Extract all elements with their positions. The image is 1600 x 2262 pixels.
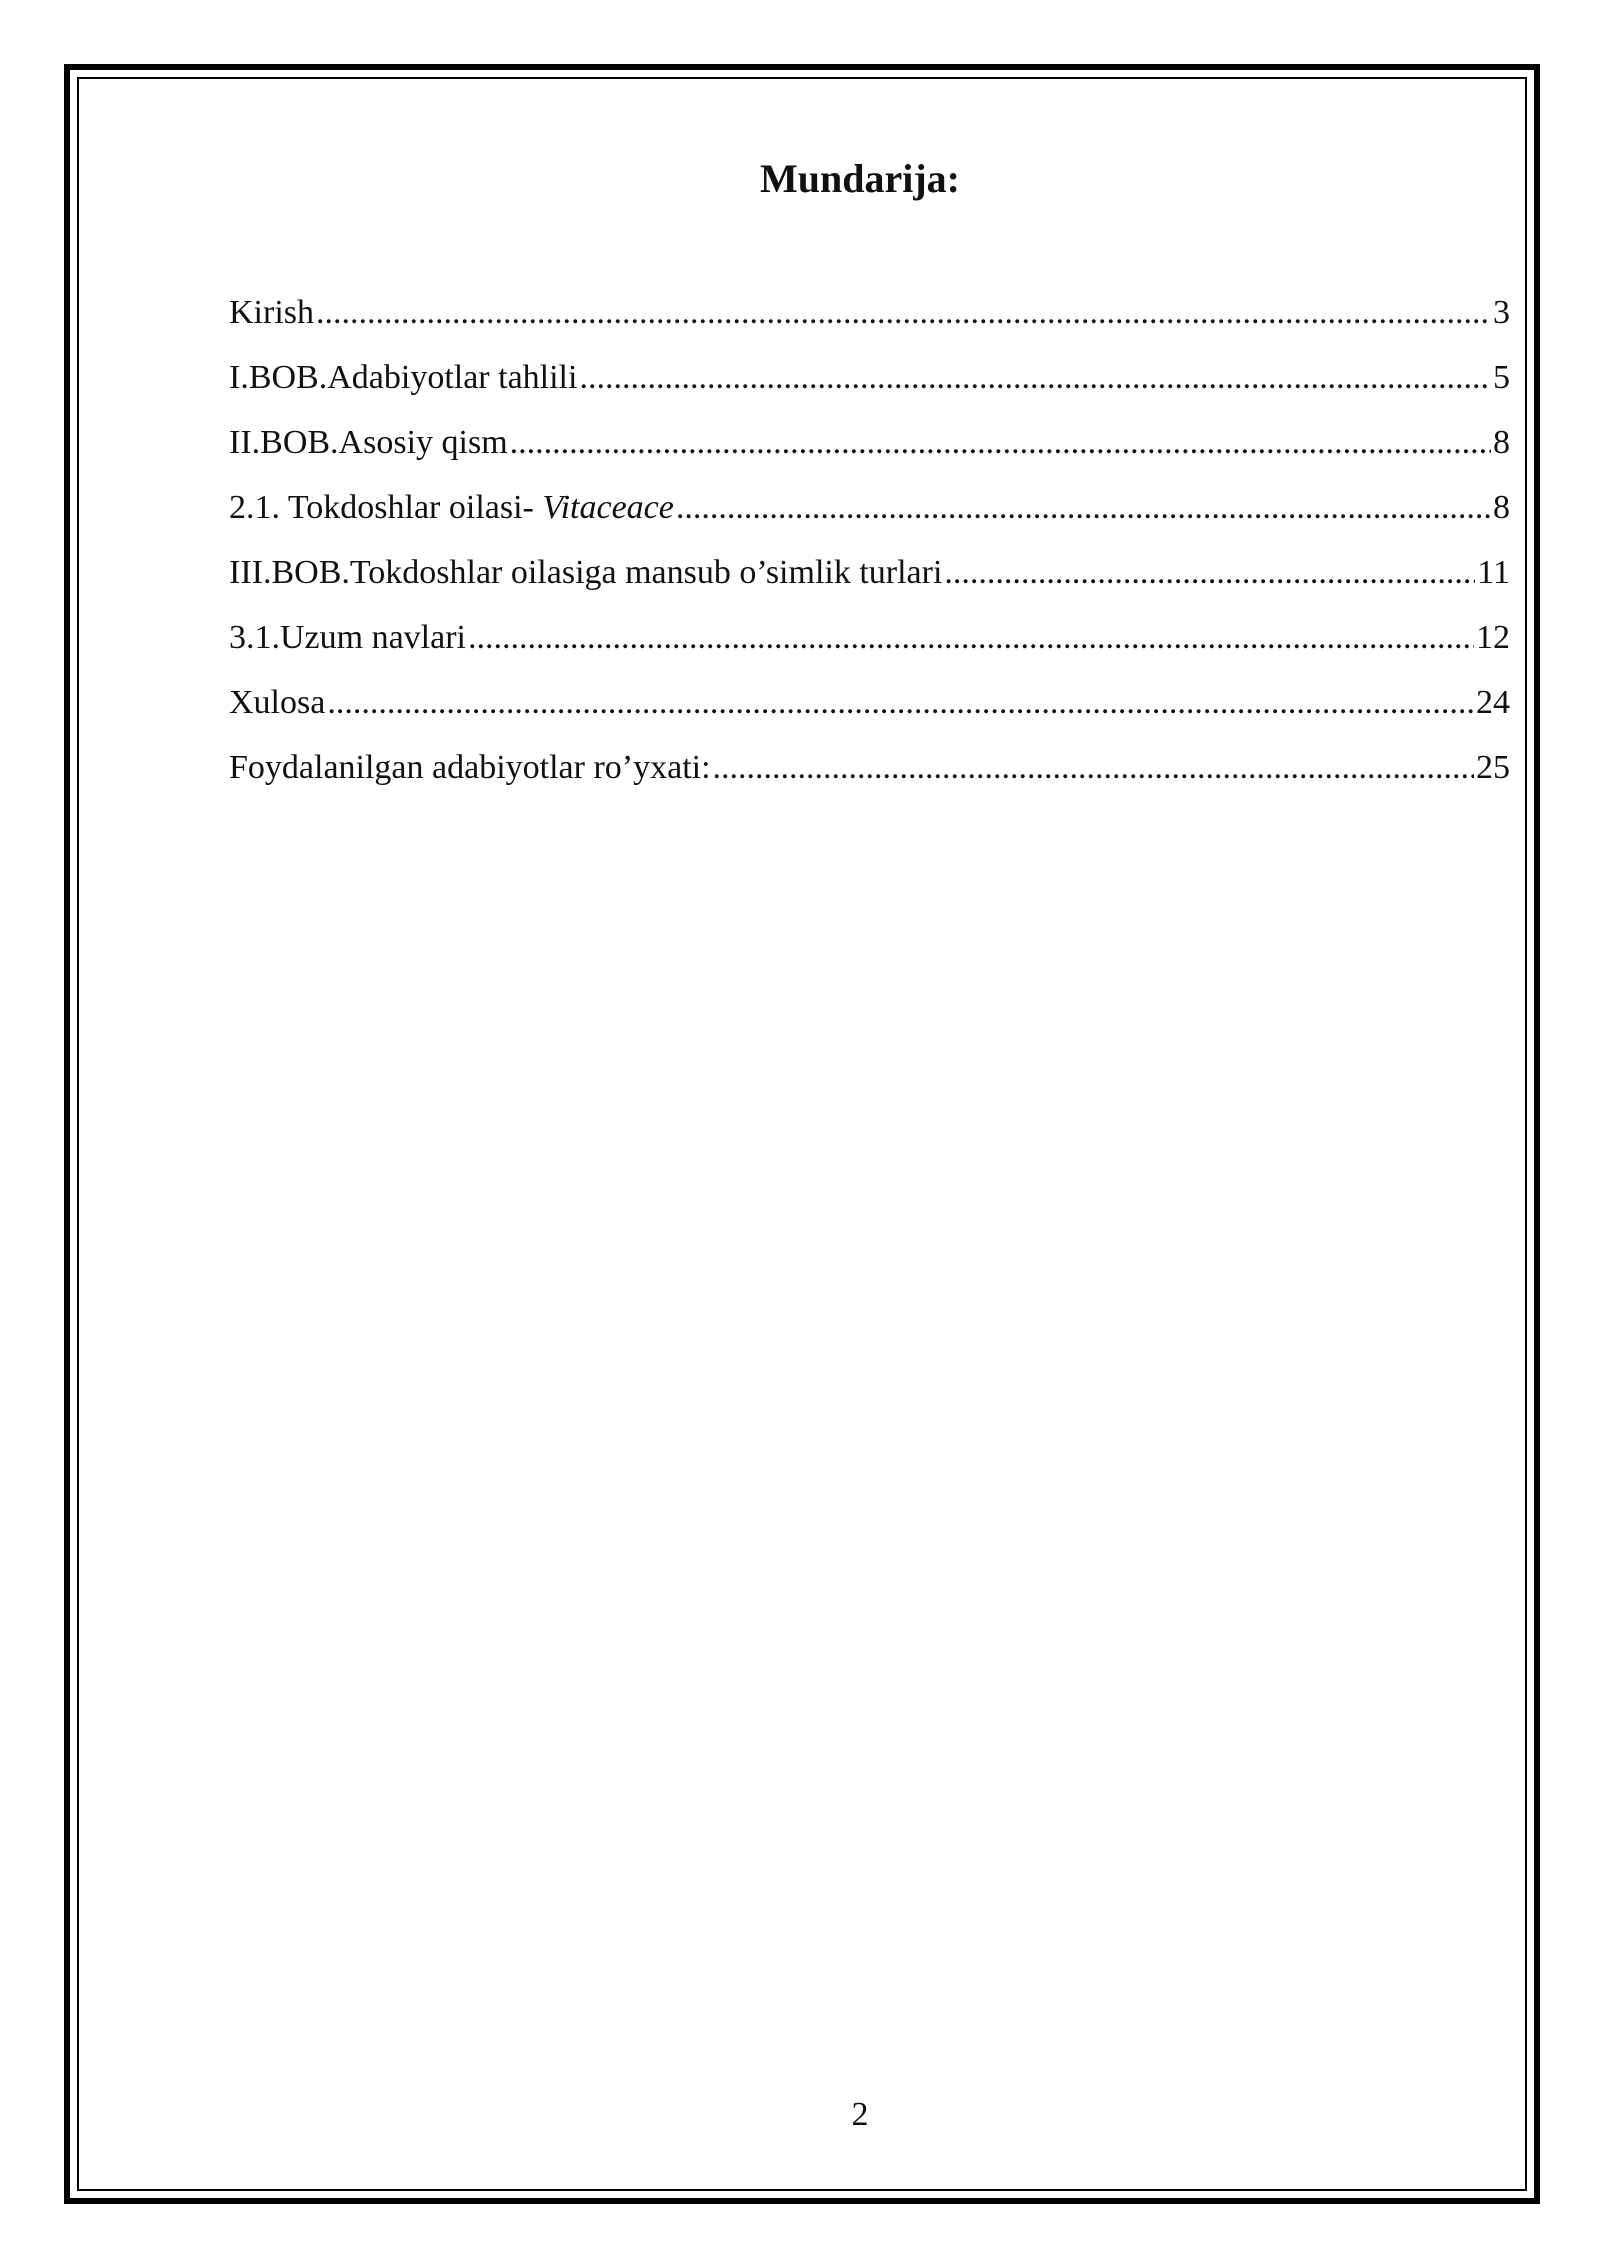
toc-entry-xulosa[interactable] — [229, 678, 1510, 743]
toc-entry-page: 3 — [1493, 294, 1510, 331]
toc-dot-leader — [316, 288, 1491, 338]
toc-entry-title-italic: Vitaceace — [542, 489, 674, 526]
toc-dot-leader — [468, 613, 1474, 663]
toc-entry-page: 11 — [1477, 554, 1510, 591]
toc-entry-uzum-navlari[interactable] — [229, 613, 1510, 678]
toc-entry-page: 5 — [1493, 359, 1510, 396]
toc-entry-kirish[interactable] — [229, 288, 1510, 353]
toc-entry-page: 8 — [1493, 489, 1510, 526]
toc-entry-mansub-turlari[interactable] — [229, 548, 1510, 613]
toc-dot-leader — [327, 678, 1474, 728]
toc-entry-adabiyotlar-tahlili[interactable] — [229, 353, 1510, 418]
toc-entry-adabiyotlar-royxati[interactable] — [229, 743, 1510, 808]
toc-entry-title: II.BOB.Asosiy qism — [229, 424, 508, 461]
toc-entry-title: Kirish — [229, 294, 314, 331]
toc-entry-title: 3.1.Uzum navlari — [229, 619, 466, 656]
toc-entry-page: 12 — [1476, 619, 1510, 656]
page-number: 2 — [851, 2096, 869, 2133]
toc-entry-title — [229, 483, 674, 533]
toc-entry-asosiy-qism[interactable] — [229, 418, 1510, 483]
toc-entry-title-text: 2.1. Tokdoshlar oilasi- — [229, 489, 543, 526]
toc-entry-title: III.BOB.Tokdoshlar oilasiga mansub o’simlik turlari — [229, 554, 943, 591]
toc-entry-page: 25 — [1476, 749, 1510, 786]
toc-entry-page: 8 — [1493, 424, 1510, 461]
toc-entry-title: Foydalanilgan adabiyotlar ro’yxati: — [229, 749, 711, 786]
toc-entry-title: I.BOB.Adabiyotlar tahlili — [229, 359, 578, 396]
toc-dot-leader — [676, 483, 1491, 533]
toc-entry-tokdoshlar-oilasi[interactable] — [229, 483, 1510, 548]
toc-dot-leader — [944, 548, 1475, 598]
toc-dot-leader — [713, 743, 1474, 793]
toc-entry-page: 24 — [1476, 684, 1510, 721]
toc-entry-title: Xulosa — [229, 684, 326, 721]
toc-dot-leader — [579, 353, 1491, 403]
page-title: Mundarija: — [760, 156, 960, 201]
toc-dot-leader — [510, 418, 1491, 468]
table-of-contents — [229, 288, 1510, 808]
